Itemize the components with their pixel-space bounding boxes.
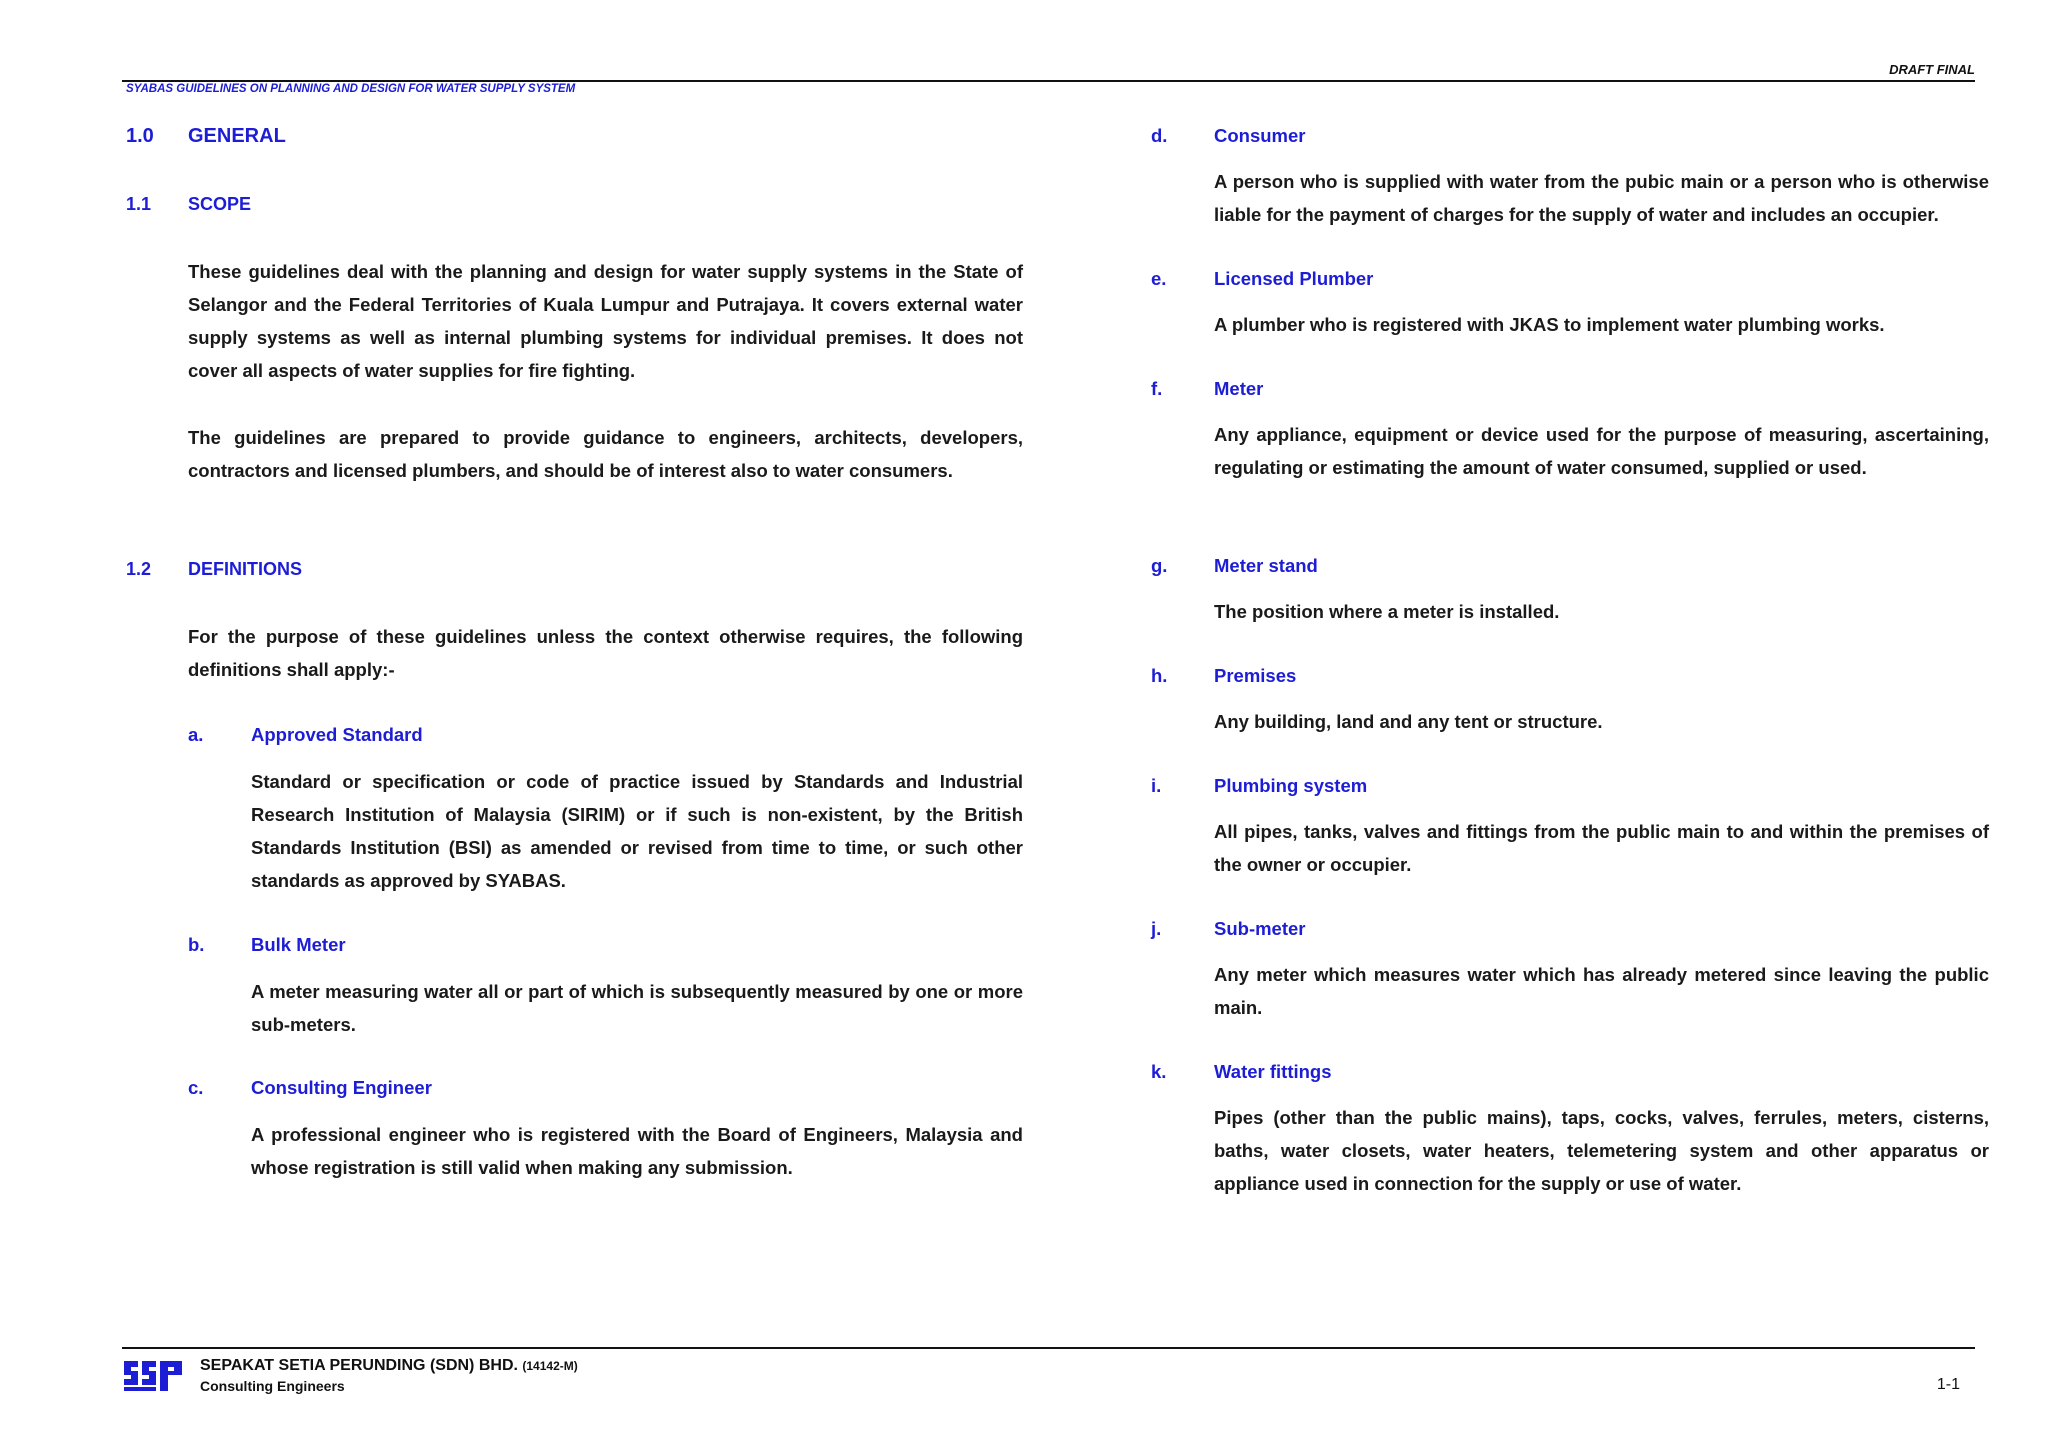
definition-text-consulting-engineer: A professional engineer who is registered with the Board of Engineers, Malaysia and whose registration is still valid when making any submission. xyxy=(251,1124,1023,1178)
definition-letter-g: g. xyxy=(1151,555,1168,576)
definition-term-bulk-meter: Bulk Meter xyxy=(251,934,346,955)
scope-title: SCOPE xyxy=(188,194,252,214)
definition-letter-k: k. xyxy=(1151,1061,1167,1082)
definition-letter-a: a. xyxy=(188,724,204,745)
definitions-title: DEFINITIONS xyxy=(188,559,303,579)
definition-text-premises: Any building, land and any tent or structure. xyxy=(1214,711,1603,732)
section-title: GENERAL xyxy=(188,125,286,147)
scope-paragraph-1: These guidelines deal with the planning and design for water supply systems in the State of Selangor and the Federal Territories of Kuala Lumpur and Putrajaya. It covers external water supply systems as well as internal plumbing systems for individual premises. It does not cover all aspects of water supplies for fire fighting. xyxy=(188,261,1023,381)
definition-letter-f: f. xyxy=(1151,378,1163,399)
page-number: 1-1 xyxy=(1936,1376,1960,1393)
definition-term-sub-meter: Sub-meter xyxy=(1214,918,1306,939)
definition-term-plumbing-system: Plumbing system xyxy=(1214,775,1368,796)
company-reg-no: (14142-M) xyxy=(522,1359,578,1373)
definition-term-consumer: Consumer xyxy=(1214,125,1306,146)
definition-term-premises: Premises xyxy=(1214,665,1297,686)
definition-text-plumbing-system: All pipes, tanks, valves and fittings from the public main to and within the premises of the owner or occupier. xyxy=(1214,821,1989,875)
document-status: DRAFT FINAL xyxy=(1889,62,1975,77)
definition-text-consumer: A person who is supplied with water from the pubic main or a person who is otherwise liable for the payment of charges for the supply of water and includes an occupier. xyxy=(1214,171,1989,225)
definition-text-meter-stand: The position where a meter is installed. xyxy=(1214,601,1560,622)
definition-text-meter: Any appliance, equipment or device used for the purpose of measuring, ascertaining, regulating or estimating the amount of water consumed, supplied or used. xyxy=(1214,424,1989,478)
definitions-intro: For the purpose of these guidelines unless the context otherwise requires, the following definitions shall apply:- xyxy=(188,626,1023,680)
scope-paragraph-2: The guidelines are prepared to provide guidance to engineers, architects, developers, contractors and licensed plumbers, and should be of interest also to water consumers. xyxy=(188,427,1023,481)
definition-term-water-fittings: Water fittings xyxy=(1214,1061,1332,1082)
definition-text-bulk-meter: A meter measuring water all or part of which is subsequently measured by one or more sub-meters. xyxy=(251,981,1023,1035)
definition-term-meter: Meter xyxy=(1214,378,1264,399)
definition-letter-i: i. xyxy=(1151,775,1162,796)
company-name: SEPAKAT SETIA PERUNDING (SDN) BHD. xyxy=(200,1357,518,1374)
definition-text-approved-standard: Standard or specification or code of practice issued by Standards and Industrial Research Institution of Malaysia (SIRIM) or if such is non-existent, by the British Standards Institution (BSI) as amended or revised from time to time, or such other standards as approved by SYABAS. xyxy=(251,771,1023,891)
definition-term-meter-stand: Meter stand xyxy=(1214,555,1318,576)
definition-term-consulting-engineer: Consulting Engineer xyxy=(251,1077,432,1098)
scope-number: 1.1 xyxy=(126,194,152,214)
definition-letter-c: c. xyxy=(188,1077,204,1098)
section-number: 1.0 xyxy=(126,125,154,147)
definition-term-licensed-plumber: Licensed Plumber xyxy=(1214,268,1374,289)
definition-letter-j: j. xyxy=(1151,918,1162,939)
definition-term-approved-standard: Approved Standard xyxy=(251,724,423,745)
definition-text-sub-meter: Any meter which measures water which has already metered since leaving the public main. xyxy=(1214,964,1989,1018)
definition-text-water-fittings: Pipes (other than the public mains), taps, cocks, valves, ferrules, meters, cisterns, baths, water closets, water heaters, telemetering system and other apparatus or appliance used in connection for the supply or use of water. xyxy=(1214,1107,1989,1194)
document-title: SYABAS GUIDELINES ON PLANNING AND DESIGN FOR WATER SUPPLY SYSTEM xyxy=(126,83,576,95)
definition-letter-e: e. xyxy=(1151,268,1167,289)
definition-letter-h: h. xyxy=(1151,665,1168,686)
footer-subtitle: Consulting Engineers xyxy=(200,1378,345,1394)
header-divider xyxy=(122,80,1975,82)
definitions-number: 1.2 xyxy=(126,559,152,579)
footer-divider xyxy=(122,1347,1975,1349)
definition-letter-b: b. xyxy=(188,934,205,955)
definition-text-licensed-plumber: A plumber who is registered with JKAS to implement water plumbing works. xyxy=(1214,314,1885,335)
ssp-logo-icon xyxy=(124,1359,184,1393)
definition-letter-d: d. xyxy=(1151,125,1168,146)
footer-company xyxy=(200,1357,578,1375)
